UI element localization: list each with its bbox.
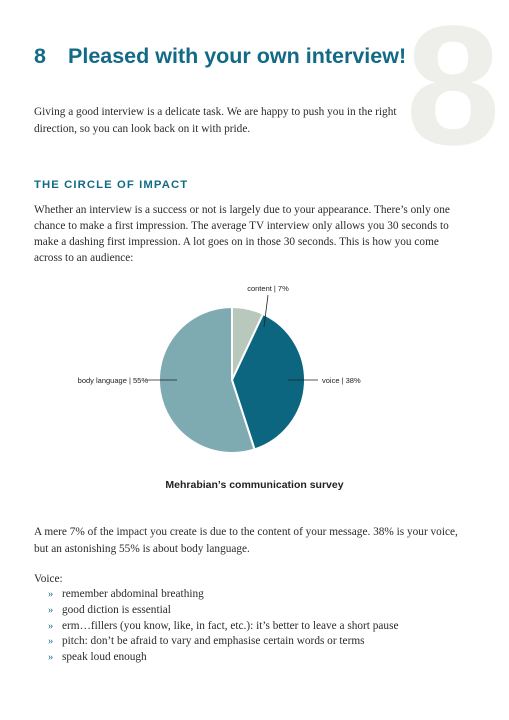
chapter-number-watermark: 8	[405, 6, 501, 166]
list-item-text: pitch: don’t be afraid to vary and emphasise certain words or terms	[62, 635, 365, 648]
pie-label-content: content | 7%	[247, 284, 289, 293]
list-item	[48, 650, 478, 666]
pie-label-voice: voice | 38%	[322, 376, 361, 385]
list-item-text: erm…fillers (you know, like, in fact, etc.): it’s better to leave a short pause	[62, 619, 399, 632]
intro-paragraph: Giving a good interview is a delicate task. We are happy to push you in the right direction, so you can look back on it with pride.	[34, 106, 397, 135]
chapter-heading	[34, 44, 406, 69]
body-paragraph-1: Whether an interview is a success or not is largely due to your appearance. There’s only one chance to make a first impression. The average TV interview only allows you 30 seconds to make a dashing first impression. A lot goes on in those 30 seconds. This is how you come across to an audience:	[34, 204, 450, 264]
list-item	[48, 587, 478, 603]
bullet-marker: »	[48, 589, 54, 600]
pie-slices	[159, 307, 305, 453]
chapter-heading-title: Pleased with your own interview!	[68, 44, 407, 68]
voice-list-label: Voice:	[34, 573, 63, 585]
chart-title: Mehrabian’s communication survey	[165, 479, 344, 491]
list-item-text: good diction is essential	[62, 603, 171, 616]
body-paragraph-2: A mere 7% of the impact you create is due to the content of your message. 38% is your voice, but an astonishing 55% is about body language.	[34, 526, 458, 555]
chapter-heading-number: 8	[34, 44, 46, 68]
section-title: THE CIRCLE OF IMPACT	[34, 179, 189, 191]
bullet-marker: »	[48, 620, 54, 632]
list-item-text: remember abdominal breathing	[62, 588, 204, 600]
list-item-text: speak loud enough	[62, 651, 147, 664]
pie-label-body-language: body language | 55%	[77, 376, 148, 385]
bullet-marker: »	[48, 636, 54, 648]
voice-tips-list	[48, 587, 478, 666]
bullet-marker: »	[48, 604, 54, 616]
bullet-marker: »	[48, 652, 54, 664]
list-item	[48, 619, 478, 635]
list-item	[48, 603, 478, 619]
list-item	[48, 634, 478, 650]
pie-chart	[0, 275, 509, 475]
